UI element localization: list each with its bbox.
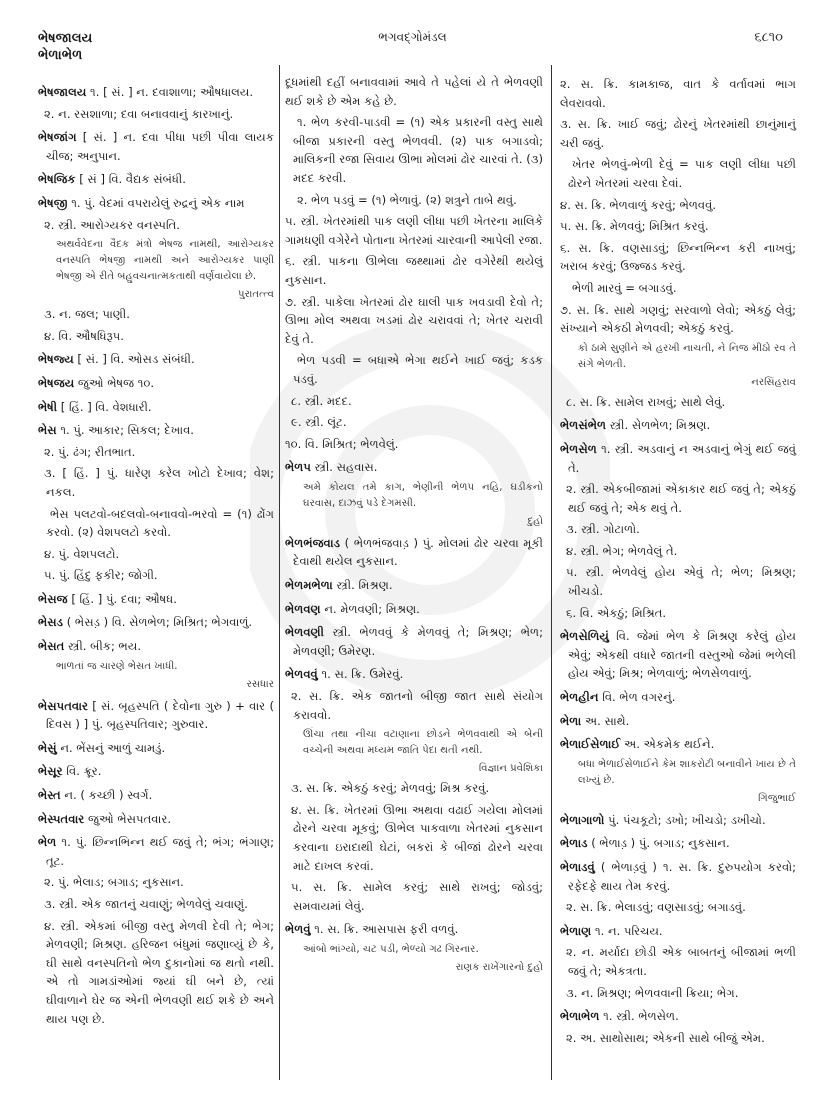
quotation-source — [38, 678, 274, 692]
headword: ભેસપતવાર — [38, 698, 88, 713]
definition-text: ૬. સ. ક્રિ. વણસાડવું; છિન્નભિન્ન કરી નાખવું; ખરાબ કરવું; ઉજ્જડ કરવું. — [560, 240, 796, 274]
headword: ભેસૂર — [38, 764, 63, 779]
sense — [560, 393, 796, 412]
definition-text: ૧. પું. આકાર; સિકલ; દેખાવ. — [56, 423, 194, 438]
definition-text: ૯. સ્ત્રી. લૂંટ. — [291, 415, 347, 430]
definition-text: ૫. સ. ક્રિ. મેળવવું; મિશ્રિત કરવું. — [560, 219, 709, 234]
definition-text: ૫. પું. હિંદુ ફકીર; જોગી. — [44, 568, 158, 583]
dictionary-entry — [38, 590, 274, 609]
sense — [38, 216, 274, 235]
dictionary-entry — [285, 458, 543, 477]
definition-text: ખેતર ભેળવું-ભેળી દેવું = પાક લણી લીધા પછી ઢોરને ખેતરમાં ચરવા દેવાં. — [568, 157, 796, 190]
sense — [560, 1029, 796, 1048]
dictionary-entry — [38, 762, 274, 781]
definition-text: ૫. સ્ત્રી. ખેતરમાંથી પાક લણી લીધા પછી ખેતરના માલિકે ગામધણી વગેરેને પોતાના ખેતરમાં ચારવાની આપેલી રજા. — [285, 214, 543, 247]
sense — [560, 196, 796, 215]
headword: ભેળ — [38, 835, 57, 850]
definition-text: વિજ્ઞાન પ્રવેશિકા — [478, 763, 543, 775]
sense — [560, 520, 796, 539]
definition-text: ૩. ન. મિશ્રણ; ભેળવવાની ક્રિયા; ભેગ. — [566, 985, 739, 1000]
idiom — [285, 351, 543, 388]
dictionary-entry — [38, 83, 274, 102]
entry-continuation — [285, 73, 543, 110]
quotation-source — [560, 792, 796, 806]
sense — [285, 413, 543, 432]
dictionary-entry — [38, 374, 274, 393]
idiom — [285, 113, 543, 187]
headword: ભેળાણ — [560, 923, 592, 938]
definition-text: ( ભેળાડ઼વું ) ૧. સ. ક્રિ. દુરુપયોગ કરવો; રફેદફે થાય તેમ કરવું. — [568, 860, 796, 893]
sense — [285, 435, 543, 454]
definition-text: ૩. [ હિં. ] પું. ધારેણ કરેલ ખોટો દેખાવ; વેશ; નકલ. — [44, 466, 274, 499]
definition-text: [ સં. ] ન. દવા પીધા પછી પીવા લાયક ચીજ; અનુપાન. — [46, 130, 274, 163]
dictionary-entry — [285, 920, 543, 939]
definition-text: ૧. ભેળ કરવી-પાડવી = (૧) એક પ્રકારની વસ્તુ સાથે બીજા પ્રકારની વસ્તુ ભેળવવી. (૨) પાક બગાડવો; માલિકની રજા સિવાય ઊભા મોલમાં ઢોર ચારવાં તે. (૩) મદદ કરવી. — [293, 115, 543, 185]
quotation — [285, 942, 543, 958]
headword: ભેળા — [560, 713, 582, 728]
dictionary-entry — [560, 811, 796, 830]
definition-text: ૪. સ. ક્રિ. ભેળવાળું કરવું; ભેળવવું. — [560, 197, 717, 212]
definition-text: જુઓ ભેસપતવાર. — [84, 811, 172, 826]
definition-text: ભેળ પડવી = બધાએ ભેગા થઈને ખાઈ જવું; કડક પડવું. — [293, 353, 543, 386]
sense — [285, 801, 543, 875]
headword: ભેળાગાળો — [560, 812, 605, 827]
sense — [560, 239, 796, 276]
quotation — [560, 757, 796, 789]
definition-text: ૬. વિ. એકઠું; મિશ્રિત. — [566, 605, 667, 620]
definition-text: [ હિં. ] પું. દવા; ઔષધ. — [67, 591, 177, 606]
definition-text: નરસિંહરાવ — [751, 376, 796, 388]
definition-text: ૬. સ્ત્રી. પાકના ઊભેલા જથ્થામાં ઢોર વગેરેથી થયેલું નુકસાન. — [285, 254, 543, 287]
sense — [560, 563, 796, 600]
definition-text: દુહો — [527, 515, 543, 527]
definition-text: ૨. સ્ત્રી. આરોગ્યકર વનસ્પતિ. — [44, 217, 180, 232]
definition-text: અથર્વવેદના વૈદક મંત્રો ભેષજ નામથી, આરોગ્યકર વનસ્પતિ ભેષજી નામથી અને આરોગ્યકર પાણી ભેષજી એ રીતે બહુવચનાત્મકતાથી વર્ણવાયેલા છે. — [56, 239, 274, 283]
definition-text: સ્ત્રી. મિશ્રણ. — [332, 578, 393, 593]
definition-text: ન. ભેંસનું આળું ચામડું. — [56, 740, 166, 755]
definition-text: અ. એકમેક થઈને. — [620, 737, 715, 752]
dictionary-entry — [560, 858, 796, 895]
definition-text: બધા ભેળાઈસેળાઈને કેમ શાકરોટી બનાવીને ખાય છે તે લખ્યું છે. — [578, 758, 796, 786]
dictionary-entry — [560, 834, 796, 853]
dictionary-entry — [38, 739, 274, 758]
page-number: ૬૮૧૦ — [754, 30, 783, 45]
sense — [285, 779, 543, 798]
sense — [38, 443, 274, 462]
definition-text: ૪. સ. ક્રિ. ખેતરમાં ઊભા અથવા વઢાઈ ગયેલા મોલમાં ઢોરને ચરવા મૂકવું; ઊભેલ પાકવાળા ખેતરમાં નુકસાન કરવાના ઇરાદાથી ઘેટાં, બકરાં કે બીજાં ઢોરને ચરવા માટે દાખલ કરવાં. — [291, 802, 543, 873]
sense — [38, 917, 274, 1029]
definition-text: ગિજુભાઈ — [758, 792, 796, 804]
headword: ભેળવું — [285, 922, 311, 937]
column-divider — [279, 65, 280, 1080]
sense — [38, 464, 274, 501]
definition-text: ૧. સ્ત્રી. અડવાનું ન અડવાનું ભેગું થઈ જવું તે. — [568, 441, 796, 475]
dictionary-entry — [38, 810, 274, 829]
sense — [38, 545, 274, 564]
dictionary-entry — [38, 613, 274, 632]
dictionary-entry — [560, 627, 796, 683]
definition-text: ૮. સ. ક્રિ. સામેલ રાખવું; સાથે લેવું. — [566, 394, 726, 409]
sense — [560, 217, 796, 236]
sense — [285, 687, 543, 724]
idiom — [560, 279, 796, 298]
definition-text: ૨. પું. ઢંગ; રીતભાત. — [44, 444, 136, 459]
column-1 — [38, 78, 274, 1031]
sense — [560, 301, 796, 338]
definition-text: ૧. સ્ત્રી. ભેળસેળ. — [599, 1009, 679, 1024]
column-divider — [551, 65, 552, 1080]
dictionary-entry — [38, 350, 274, 369]
definition-text: વિ. ભેળ વગરનું. — [598, 690, 676, 705]
headword: ભેષજાંગ — [38, 130, 77, 145]
sense — [38, 105, 274, 124]
quotation — [560, 341, 796, 373]
quotation — [38, 659, 274, 675]
headword: ભેસડ — [38, 615, 64, 630]
headword: ભેળાડ — [560, 836, 588, 851]
definition-text: ( ભેળાડ઼ ) પું. બગાડ; નુકસાન. — [587, 836, 730, 851]
definition-text: ( ભેસડ઼ ) વિ. સેળભેળ; મિશ્રિત; ભેગવાળું. — [63, 615, 253, 630]
definition-text: વિ. ક્રૂર. — [62, 764, 102, 779]
definition-text: પુરાતત્ત્વ — [238, 289, 274, 301]
quotation-source — [285, 515, 543, 529]
headword: ભેષજય — [38, 375, 75, 390]
idiom — [560, 155, 796, 192]
dictionary-entry — [285, 534, 543, 571]
sense — [560, 604, 796, 623]
dictionary-entry — [560, 922, 796, 941]
definition-text: ૪. સ્ત્રી. એકમાં બીજી વસ્તુ મેળવી દેવી તે; ભેગ; મેળવણી; મિશ્રણ. હરિજન બંધુમાં જણાવ્યું છે કે, ઘી સાથે વનસ્પતિનો ભેળ દુકાનોમાં જ થતો નથી. એ તો ગામડાંઓમાં જ્યાં ઘી બને છે, ત્યાં ઘીવાળાને ઘેર જ એની ભેળવણી થઈ શકે છે અને થાય પણ છે. — [44, 918, 274, 1026]
headword: ભેળવણી — [285, 625, 324, 640]
dictionary-entry — [560, 712, 796, 731]
definition-text: વિ. જેમાં ભેળ કે મિશ્રણ કરેલું હોય એવું; એકથી વધારે જાતની વસ્તુઓ જેમાં ભળેલી હોય એવું; મિશ્ર; ભેળવાળું; ભેળસેળવાળું. — [568, 629, 796, 681]
sense — [285, 212, 543, 249]
headword: ભેળાભેળ — [560, 1009, 600, 1024]
sense — [38, 873, 274, 892]
dictionary-entry — [38, 194, 274, 213]
definition-text: દૂધમાંથી દહીં બનાવવામાં આવે તે પહેલાં યે તે ભેળવણી થઈ શકે છે એમ કહે છે. — [285, 75, 543, 108]
sense — [560, 943, 796, 980]
dictionary-entry — [38, 128, 274, 165]
sense — [38, 895, 274, 914]
definition-text: ૩. સ. ક્રિ. એકઠું કરવું; મેળવવું; મિશ્ર કરવું. — [291, 781, 490, 796]
definition-text: જુઓ ભેષજ ૧૦. — [74, 375, 155, 390]
definition-text: ૧. પું. છિન્નભિન્ન થઈ જવું તે; ભંગ; ભંગાણ; તૂટ. — [46, 835, 274, 868]
definition-text: ૫. સ. ક્રિ. સામેલ કરવું; સાથે રાખવું; જોડવું; સમવાયમાં લેવું. — [291, 880, 543, 913]
dictionary-entry — [285, 576, 543, 595]
definition-text: ૨. સ. ક્રિ. એક જાતનો બીજી જાત સાથે સંયોગ કરાવવો. — [291, 689, 543, 722]
headword: ભેસ — [38, 423, 57, 438]
quotation-source — [285, 762, 543, 776]
definition-text: ૧. સ. ક્રિ. ઉમેરવું. — [317, 667, 404, 682]
definition-text: ૫. સ્ત્રી. ભેળવેલું હોય એવું તે; ભેળ; મિશ્રણ; ખીચડો. — [566, 565, 796, 599]
guide-word-first: ભેષજાલય — [38, 31, 93, 46]
dictionary-entry — [38, 637, 274, 656]
headword: ભેસજ — [38, 591, 68, 606]
headword: ભેળવવું — [285, 667, 318, 682]
headword: ભેળાડવું — [560, 860, 595, 874]
dictionary-entry — [560, 416, 796, 435]
headword: ભેષજી — [38, 195, 68, 210]
definition-text: આંબો ભાંગ્યો, ચટ પડી, ભેળ્યો ગઢ ગિરનાર. — [303, 943, 479, 955]
definition-text: પું. પંચકૂટો; ડખો; ખીચડો; ડખીચો. — [604, 812, 766, 827]
sense — [285, 392, 543, 411]
definition-text: રાણક રાખેંગારનો દુહો — [455, 961, 543, 973]
definition-text: ૨. ન. રસશાળા; દવા બનાવવાનું કારખાનું. — [44, 106, 234, 121]
definition-text: ૧. ન. પરિચય. — [591, 923, 663, 938]
sense — [38, 305, 274, 324]
definition-text: ઊંચા તથા નીચા વટાણાના છોડને ભેળવવાથી એ બેની વચ્ચેની અથવા મધ્યમ જાતિ પેદા થતી નથી. — [303, 729, 543, 757]
definition-text: ન. ( કચ્છી ) સ્વર્ગ. — [60, 788, 153, 803]
column-2 — [285, 73, 543, 978]
headword: ભેળવણ — [285, 601, 321, 616]
sense — [560, 542, 796, 561]
sense — [560, 898, 796, 917]
definition-text: [ સં. ] વિ. ઓસડ સંબંધી. — [73, 352, 195, 367]
definition-text: અમે કોયલ તમે કાગ, ભેણીની ભેળપ નહિ, ઘડીકનો ઘરવાસ, દાઝવું પડે દેગમસી. — [303, 481, 543, 509]
definition-text: ૨. સ. ક્રિ. કામકાજ, વાત કે વર્તાવમાં ભાગ લેવરાવવો. — [560, 77, 796, 110]
sense — [560, 115, 796, 152]
definition-text: ૪. પું. વેશપલટો. — [44, 546, 120, 561]
definition-text: કો ઠામે સુણીને એ હરખી નાચતી, ને નિજ મીઠો રવ તે સંગે ભેળતી. — [578, 342, 796, 370]
definition-text: ૩. ન. જલ; પાણી. — [44, 307, 130, 322]
definition-text: સ્ત્રી. ભેળવવું કે મેળવવું તે; મિશ્રણ; ભેળ; મેળવણી; ઉમેરણ. — [293, 625, 543, 658]
definition-text: [ સં. બૃહસ્પતિ ( દેવોના ગુરુ ) + વાર ( દિવસ ) ] પું. બૃહસ્પતિવાર; ગુરુવાર. — [46, 698, 274, 732]
quotation-source — [38, 288, 274, 302]
definition-text: ( ભેળભંજવાડ઼ ) પું. મોલમાં ઢોર ચરવા મૂકી દેવાથી થયેલ નુકસાન. — [293, 535, 543, 569]
headword: ભેસ્ત — [38, 788, 61, 803]
definition-text: ૪. સ્ત્રી. ભેગ; ભેળવેલું તે. — [566, 543, 678, 558]
definition-text: ૩. સ્ત્રી. ગોટાળો. — [566, 522, 640, 537]
sense — [560, 480, 796, 517]
definition-text: સ્ત્રી. સેળભેળ; મિશ્રણ. — [606, 418, 711, 433]
headword: ભેળહીન — [560, 690, 599, 705]
dictionary-entry — [38, 833, 274, 870]
headword: ભેષજિક — [38, 172, 76, 187]
dictionary-entry — [285, 665, 543, 684]
dictionary-entry — [38, 398, 274, 417]
sense — [38, 327, 274, 346]
headword: ભેળપ — [285, 460, 311, 475]
definition-text: ૭. સ. ક્રિ. સાથે ગણવું; સરવાળો લેવો; એકઠું લેવું; સંખ્યાને એકઠી મેળવવી; એકઠું કરવું. — [560, 302, 796, 336]
sense — [560, 984, 796, 1003]
definition-text: ૩. સ. ક્રિ. ખાઈ જવું; ઢોરનું ખેતરમાંથી છાનુંમાનું ચરી જવું. — [560, 117, 796, 150]
headword: ભેળમભેળા — [285, 578, 333, 593]
quotation-source — [285, 961, 543, 975]
quotation — [38, 237, 274, 285]
running-title: ભગવદ્ગોમંડલ — [378, 30, 447, 44]
definition-text: ૧૦. વિ. મિશ્રિત; ભેળવેલું. — [285, 436, 399, 451]
quotation — [285, 480, 543, 512]
definition-text: ૧. પું. વેદમાં વપરાયેલું રુદ્રનું એક નામ — [67, 195, 245, 210]
definition-text: ૨. સ્ત્રી. એકબીજામાં એકાકાર થઈ જવું તે; એકઠું થઈ જવું તે; એક થવું તે. — [566, 482, 796, 515]
sense — [560, 75, 796, 112]
definition-text: ૮. સ્ત્રી. મદદ. — [291, 393, 352, 408]
definition-text: ૪. વિ. ઔષધિરૂપ. — [44, 328, 124, 343]
sense — [38, 566, 274, 585]
headword: ભેષજ્ય — [38, 352, 74, 367]
definition-text: ૩. સ્ત્રી. એક જાતનું ચવાણું; ભેળવેલું ચવાણું. — [44, 897, 248, 911]
dictionary-entry — [285, 623, 543, 660]
sense — [285, 293, 543, 349]
dictionary-entry — [560, 735, 796, 754]
definition-text: ૨. પું. ભેલાડ; બગાડ; નુકસાન. — [44, 875, 184, 890]
definition-text: ભેળી મારવું = બગાડવું. — [572, 280, 677, 295]
headword: ભેસું — [38, 740, 57, 755]
dictionary-entry — [560, 440, 796, 477]
dictionary-entry — [38, 421, 274, 440]
idiom — [38, 505, 274, 542]
idiom — [285, 191, 543, 210]
dictionary-entry — [560, 1007, 796, 1026]
dictionary-entry — [560, 688, 796, 707]
sense — [285, 252, 543, 289]
sense — [285, 878, 543, 915]
definition-text: ૨. અ. સાથોસાથ; એકની સાથે બીજું એમ. — [566, 1030, 765, 1045]
dictionary-entry — [285, 600, 543, 619]
column-3 — [560, 75, 796, 1050]
headword: ભેળાઈસેળાઈ — [560, 737, 621, 752]
definition-text: ૧. [ સં. ] ન. દવાશાળા; ઔષધાલય. — [86, 85, 254, 99]
headword: ભેળસંભેળ — [560, 418, 607, 433]
headword: ભેસ્પતવાર — [38, 811, 85, 826]
headword: ભેળસેળિયું — [560, 629, 609, 644]
definition-text: સ્ત્રી. સહવાસ. — [310, 460, 378, 475]
definition-text: ભેસ પલટવો-બદલવો-બનાવવો-ભરવો = (૧) ઢોંગ કરવો. (૨) વેશપલટો કરવો. — [46, 506, 274, 540]
headword: ભેષજાલય — [38, 85, 87, 99]
definition-text: ૨. ભેળ પડવું = (૧) ભેળાવું. (૨) શત્રુને તાબે થવું. — [297, 192, 517, 207]
dictionary-entry — [38, 697, 274, 734]
dictionary-entry — [38, 786, 274, 805]
definition-text: ૨. ન. મર્યાદા છોડી એક બાબતનું બીજામાં ભળી જવું તે; એકત્રતા. — [566, 945, 796, 978]
definition-text: ૧. સ. ક્રિ. આસપાસ ફરી વળવું. — [310, 922, 459, 937]
headword: ભેષી — [38, 399, 58, 414]
definition-text: ન. મેળવણી; મિશ્રણ. — [320, 601, 420, 616]
dictionary-entry — [38, 170, 274, 189]
definition-text: ભાળતાં જ ચારણે ભેસત ખાધી. — [56, 660, 178, 672]
definition-text: ૨. સ. ક્રિ. ભેલાડવું; વણસાડવું; બગાડવું. — [566, 900, 746, 915]
headword: ભેસત — [38, 639, 65, 654]
definition-text: [ સં ] વિ. વૈદ્યક સંબંધી. — [75, 172, 186, 187]
quotation-source — [560, 376, 796, 390]
definition-text: રસધાર — [246, 678, 274, 690]
definition-text: સ્ત્રી. બીક; ભય. — [64, 639, 142, 654]
definition-text: અ. સાથે. — [581, 713, 630, 728]
definition-text: ૭. સ્ત્રી. પાકેલા ખેતરમાં ઢોર ઘાલી પાક ખવડાવી દેવો તે; ઊભા મોલ અથવા ખડમાં ઢોર ચરાવવાં તે; ખેતર ચરાવી દેવું તે. — [285, 294, 543, 346]
definition-text: [ હિં. ] વિ. વેશધારી. — [57, 399, 152, 414]
headword: ભેળસેળ — [560, 441, 597, 456]
quotation — [285, 727, 543, 759]
headword: ભેળભંજવાડ — [285, 535, 340, 550]
guide-word-last: ભેળાભેળ — [38, 48, 83, 63]
